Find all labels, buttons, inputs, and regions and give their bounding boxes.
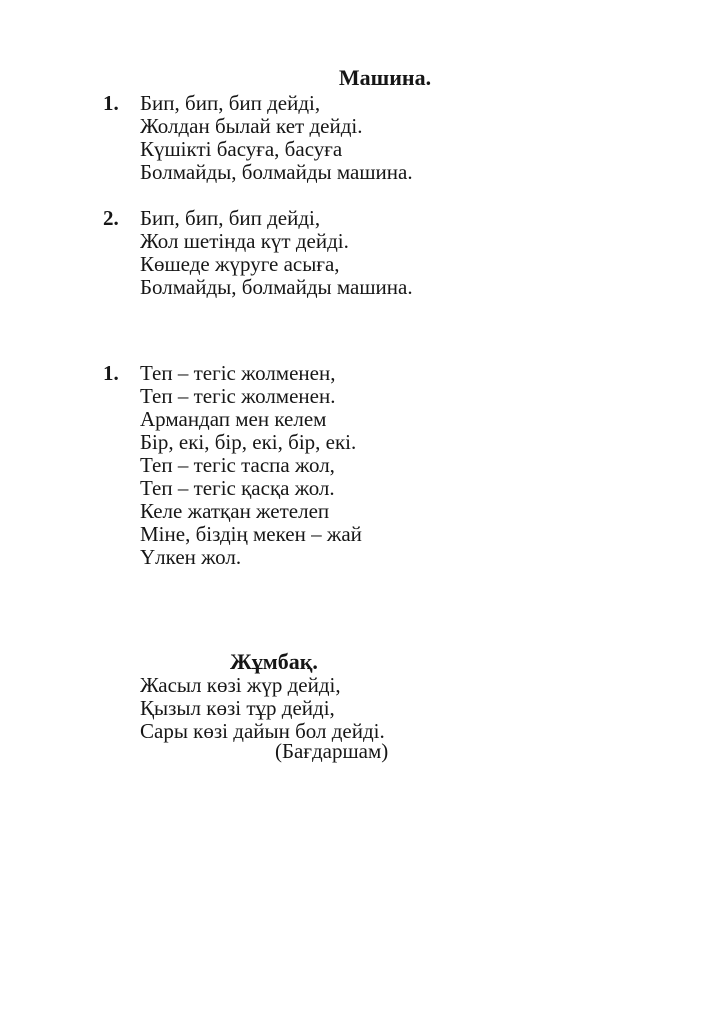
stanza-1 (103, 92, 413, 184)
verse (140, 92, 413, 184)
verse-line: Міне, біздің мекен – жай (140, 522, 362, 546)
poem-title-mashina: Машина. (338, 65, 432, 90)
stanza-tep-tegis (103, 362, 362, 569)
verse-line: Көшеде жүруге асыға, (140, 252, 340, 276)
stanza-number: 2. (103, 206, 119, 230)
verse-line: Бип, бип, бип дейді, (140, 91, 321, 115)
verse-line: Күшікті басуға, басуға (140, 137, 343, 161)
stanza-2 (103, 207, 413, 299)
stanza-number: 1. (103, 361, 119, 385)
riddle-answer: (Бағдаршам) (275, 739, 389, 763)
verse-line: Теп – тегіс таспа жол, (140, 453, 335, 477)
verse-line: Бір, екі, бір, екі, бір, екі. (140, 430, 357, 454)
verse-line: Болмайды, болмайды машина. (140, 160, 413, 184)
verse (140, 362, 362, 569)
verse-line: Теп – тегіс жолменен, (140, 361, 336, 385)
verse-line: Болмайды, болмайды машина. (140, 275, 413, 299)
verse-line: Сары көзі дайын бол дейді. (140, 719, 385, 743)
verse-line: Жол шетінда күт дейді. (140, 229, 349, 253)
verse (140, 207, 413, 299)
verse-line: Жолдан былай кет дейді. (140, 114, 363, 138)
verse-line: Келе жатқан жетелеп (140, 499, 330, 523)
stanza-number: 1. (103, 91, 119, 115)
verse-line: Қызыл көзі тұр дейді, (140, 696, 335, 720)
verse-line: Үлкен жол. (140, 545, 242, 569)
verse-line: Жасыл көзі жүр дейді, (140, 673, 341, 697)
riddle-verse (140, 674, 385, 743)
verse-line: Бип, бип, бип дейді, (140, 206, 321, 230)
verse-line: Теп – тегіс қасқа жол. (140, 476, 335, 500)
poem-title-zhumbak: Жұмбақ. (230, 649, 318, 674)
verse-line: Армандап мен келем (140, 407, 327, 431)
verse-line: Теп – тегіс жолменен. (140, 384, 336, 408)
